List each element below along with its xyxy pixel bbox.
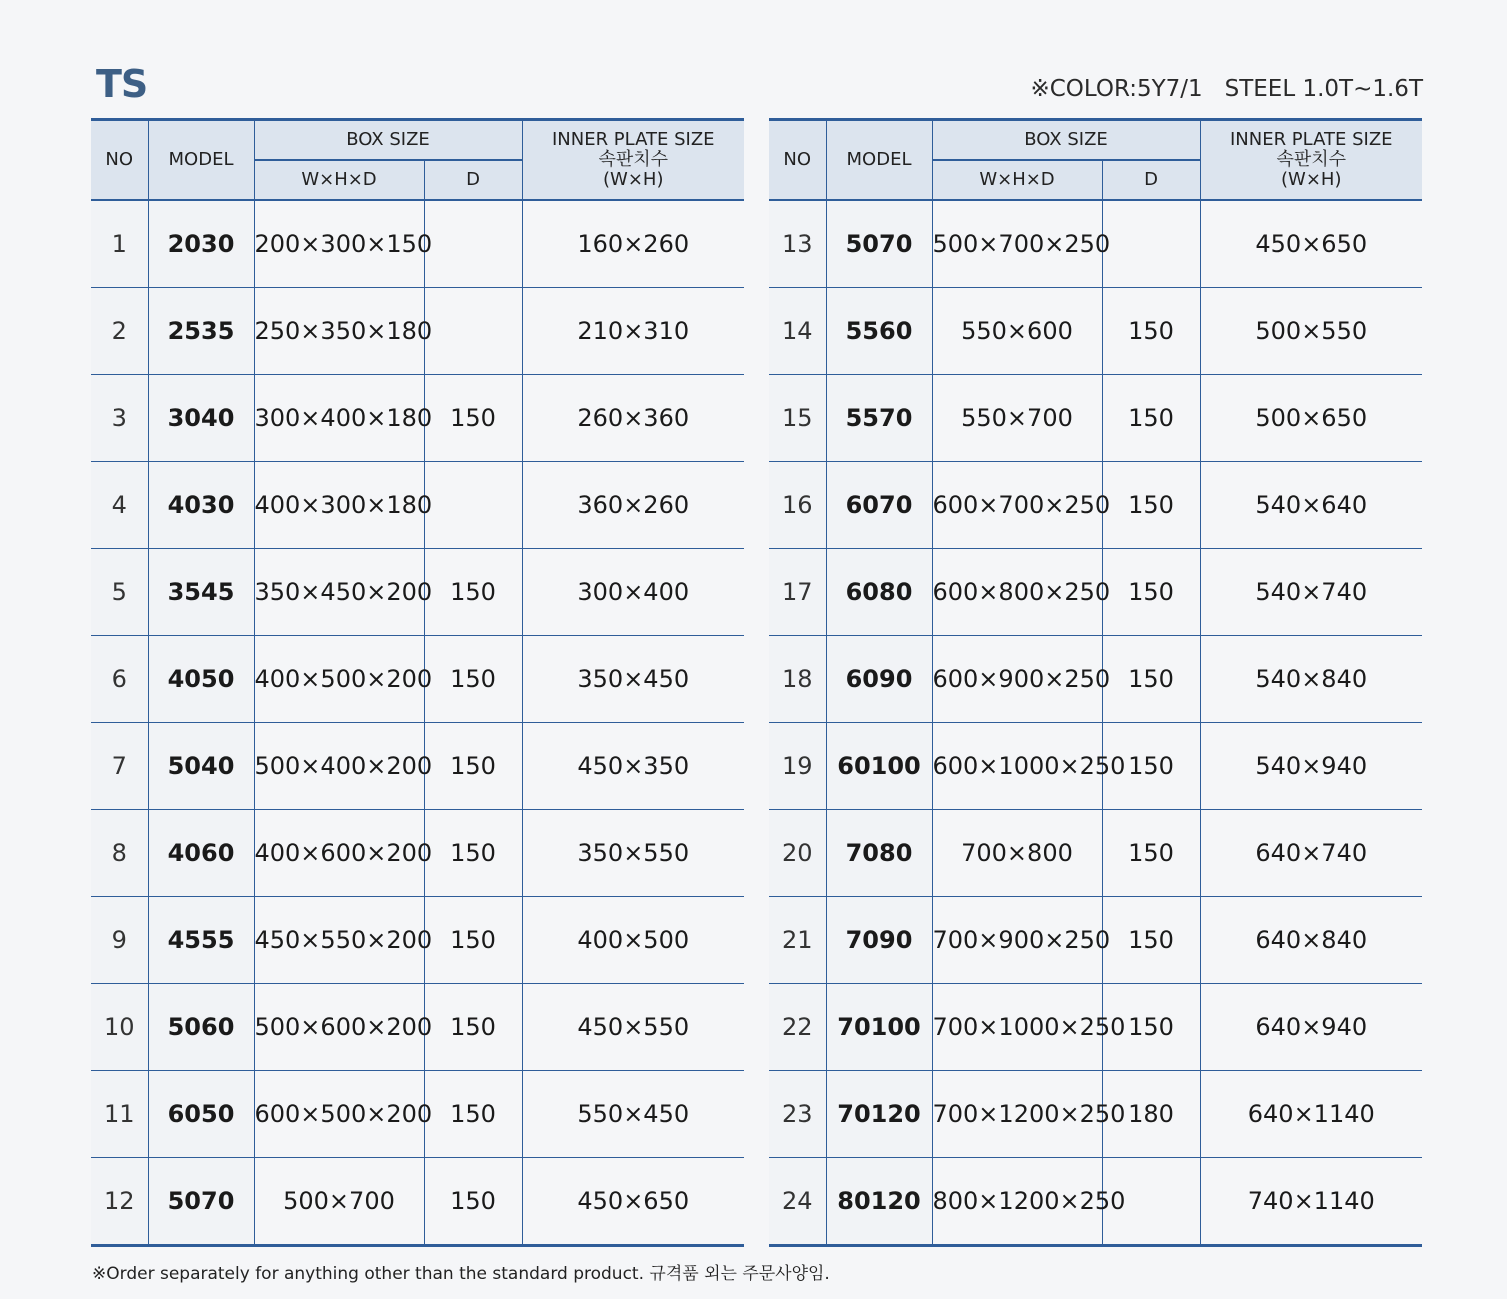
row-no: 5 <box>91 549 148 636</box>
box-d-cell: 150 <box>424 375 522 462</box>
table-row <box>769 1071 1422 1158</box>
inner-size-cell: 550×450 <box>522 1071 744 1158</box>
model-cell: 5570 <box>826 375 932 462</box>
inner-size-cell: 450×550 <box>522 984 744 1071</box>
table-row <box>769 200 1422 288</box>
box-d-cell: 150 <box>1102 549 1200 636</box>
box-d-cell: 150 <box>424 549 522 636</box>
header-inner-line1: INNER PLATE SIZE <box>551 129 715 151</box>
box-d-cell: 150 <box>1102 462 1200 549</box>
inner-size-cell: 640×740 <box>1200 810 1422 897</box>
table-row <box>769 810 1422 897</box>
table-row <box>91 1071 744 1158</box>
model-cell: 5070 <box>148 1158 254 1246</box>
row-no: 23 <box>769 1071 826 1158</box>
header-no: NO <box>91 120 148 201</box>
table-row <box>91 288 744 375</box>
header-inner-plate <box>1200 120 1422 201</box>
box-d-cell: 150 <box>424 897 522 984</box>
box-d-cell <box>424 200 522 288</box>
row-no: 22 <box>769 984 826 1071</box>
box-whd-cell: 400×600×200 <box>254 810 424 897</box>
header-inner-line2: 속판치수 <box>1276 149 1347 171</box>
model-cell: 7090 <box>826 897 932 984</box>
box-d-cell: 150 <box>1102 288 1200 375</box>
row-no: 17 <box>769 549 826 636</box>
row-no: 14 <box>769 288 826 375</box>
row-no: 19 <box>769 723 826 810</box>
box-whd-cell: 500×600×200 <box>254 984 424 1071</box>
inner-size-cell: 540×640 <box>1200 462 1422 549</box>
inner-size-cell: 540×840 <box>1200 636 1422 723</box>
inner-size-cell: 210×310 <box>522 288 744 375</box>
row-no: 6 <box>91 636 148 723</box>
header-inner-line1: INNER PLATE SIZE <box>1229 129 1393 151</box>
row-no: 20 <box>769 810 826 897</box>
box-whd-cell: 300×400×180 <box>254 375 424 462</box>
box-whd-cell: 600×700×250 <box>932 462 1102 549</box>
page-title: TS <box>96 62 148 106</box>
model-cell: 7080 <box>826 810 932 897</box>
table-row <box>91 462 744 549</box>
table-row <box>769 462 1422 549</box>
table-row <box>769 288 1422 375</box>
row-no: 21 <box>769 897 826 984</box>
inner-size-cell: 540×940 <box>1200 723 1422 810</box>
inner-size-cell: 640×1140 <box>1200 1071 1422 1158</box>
spec-table-right <box>769 118 1422 1247</box>
header-d: D <box>424 160 522 200</box>
box-d-cell: 150 <box>1102 897 1200 984</box>
model-cell: 2535 <box>148 288 254 375</box>
box-whd-cell: 550×700 <box>932 375 1102 462</box>
inner-size-cell: 540×740 <box>1200 549 1422 636</box>
table-row <box>769 1158 1422 1246</box>
header-inner-line3: (W×H) <box>603 168 664 190</box>
row-no: 1 <box>91 200 148 288</box>
model-cell: 4060 <box>148 810 254 897</box>
inner-size-cell: 350×550 <box>522 810 744 897</box>
row-no: 12 <box>91 1158 148 1246</box>
model-cell: 5560 <box>826 288 932 375</box>
model-cell: 4555 <box>148 897 254 984</box>
model-cell: 60100 <box>826 723 932 810</box>
model-cell: 4050 <box>148 636 254 723</box>
box-d-cell: 180 <box>1102 1071 1200 1158</box>
box-whd-cell: 500×400×200 <box>254 723 424 810</box>
model-cell: 3040 <box>148 375 254 462</box>
header-inner-line2: 속판치수 <box>598 149 669 171</box>
box-d-cell: 150 <box>424 723 522 810</box>
box-d-cell: 150 <box>1102 375 1200 462</box>
inner-size-cell: 350×450 <box>522 636 744 723</box>
inner-size-cell: 300×400 <box>522 549 744 636</box>
row-no: 13 <box>769 200 826 288</box>
box-d-cell: 150 <box>424 1071 522 1158</box>
box-whd-cell: 600×900×250 <box>932 636 1102 723</box>
table-row <box>769 549 1422 636</box>
table-row <box>91 1158 744 1246</box>
table-row <box>91 723 744 810</box>
inner-size-cell: 450×350 <box>522 723 744 810</box>
row-no: 16 <box>769 462 826 549</box>
footnote: ※Order separately for anything other than the standard product. 규격품 외는 주문사양임. <box>92 1264 830 1284</box>
row-no: 18 <box>769 636 826 723</box>
table-row <box>91 200 744 288</box>
row-no: 3 <box>91 375 148 462</box>
table-row <box>91 984 744 1071</box>
row-no: 8 <box>91 810 148 897</box>
box-d-cell: 150 <box>424 810 522 897</box>
inner-size-cell: 640×940 <box>1200 984 1422 1071</box>
header-model: MODEL <box>148 120 254 201</box>
model-cell: 6070 <box>826 462 932 549</box>
inner-size-cell: 740×1140 <box>1200 1158 1422 1246</box>
box-whd-cell: 500×700×250 <box>932 200 1102 288</box>
table-row <box>769 984 1422 1071</box>
header-box-size: BOX SIZE <box>254 120 522 161</box>
box-whd-cell: 550×600 <box>932 288 1102 375</box>
row-no: 2 <box>91 288 148 375</box>
table-row <box>769 723 1422 810</box>
model-cell: 6080 <box>826 549 932 636</box>
model-cell: 5060 <box>148 984 254 1071</box>
box-d-cell: 150 <box>1102 984 1200 1071</box>
model-cell: 4030 <box>148 462 254 549</box>
row-no: 11 <box>91 1071 148 1158</box>
box-whd-cell: 200×300×150 <box>254 200 424 288</box>
header-whd: W×H×D <box>254 160 424 200</box>
box-d-cell <box>1102 200 1200 288</box>
box-whd-cell: 800×1200×250 <box>932 1158 1102 1246</box>
header-model: MODEL <box>826 120 932 201</box>
box-d-cell: 150 <box>424 1158 522 1246</box>
header-d: D <box>1102 160 1200 200</box>
box-d-cell: 150 <box>424 984 522 1071</box>
header-inner-plate <box>522 120 744 201</box>
model-cell: 70120 <box>826 1071 932 1158</box>
table-row <box>769 897 1422 984</box>
header-inner-line3: (W×H) <box>1281 168 1342 190</box>
box-whd-cell: 400×500×200 <box>254 636 424 723</box>
table-row <box>91 897 744 984</box>
box-whd-cell: 400×300×180 <box>254 462 424 549</box>
model-cell: 5070 <box>826 200 932 288</box>
box-d-cell <box>424 462 522 549</box>
row-no: 9 <box>91 897 148 984</box>
box-whd-cell: 700×1200×250 <box>932 1071 1102 1158</box>
box-d-cell: 150 <box>1102 636 1200 723</box>
box-d-cell: 150 <box>1102 723 1200 810</box>
box-whd-cell: 250×350×180 <box>254 288 424 375</box>
row-no: 15 <box>769 375 826 462</box>
spec-table-left <box>91 118 744 1247</box>
box-whd-cell: 450×550×200 <box>254 897 424 984</box>
row-no: 10 <box>91 984 148 1071</box>
row-no: 24 <box>769 1158 826 1246</box>
material-spec: ※COLOR:5Y7/1 STEEL 1.0T~1.6T <box>1030 76 1423 102</box>
box-whd-cell: 600×500×200 <box>254 1071 424 1158</box>
box-whd-cell: 700×900×250 <box>932 897 1102 984</box>
inner-size-cell: 500×650 <box>1200 375 1422 462</box>
inner-size-cell: 640×840 <box>1200 897 1422 984</box>
inner-size-cell: 450×650 <box>522 1158 744 1246</box>
header-whd: W×H×D <box>932 160 1102 200</box>
inner-size-cell: 450×650 <box>1200 200 1422 288</box>
inner-size-cell: 360×260 <box>522 462 744 549</box>
table-row <box>91 636 744 723</box>
box-whd-cell: 700×1000×250 <box>932 984 1102 1071</box>
box-whd-cell: 600×1000×250 <box>932 723 1102 810</box>
table-row <box>91 375 744 462</box>
table-row <box>91 549 744 636</box>
header-box-size: BOX SIZE <box>932 120 1200 161</box>
model-cell: 3545 <box>148 549 254 636</box>
model-cell: 6090 <box>826 636 932 723</box>
table-row <box>91 810 744 897</box>
table-row <box>769 375 1422 462</box>
inner-size-cell: 160×260 <box>522 200 744 288</box>
box-whd-cell: 600×800×250 <box>932 549 1102 636</box>
box-d-cell <box>424 288 522 375</box>
model-cell: 70100 <box>826 984 932 1071</box>
inner-size-cell: 400×500 <box>522 897 744 984</box>
row-no: 7 <box>91 723 148 810</box>
box-whd-cell: 500×700 <box>254 1158 424 1246</box>
table-row <box>769 636 1422 723</box>
model-cell: 80120 <box>826 1158 932 1246</box>
box-d-cell: 150 <box>424 636 522 723</box>
box-d-cell: 150 <box>1102 810 1200 897</box>
row-no: 4 <box>91 462 148 549</box>
inner-size-cell: 500×550 <box>1200 288 1422 375</box>
header-no: NO <box>769 120 826 201</box>
inner-size-cell: 260×360 <box>522 375 744 462</box>
model-cell: 6050 <box>148 1071 254 1158</box>
model-cell: 2030 <box>148 200 254 288</box>
model-cell: 5040 <box>148 723 254 810</box>
box-whd-cell: 350×450×200 <box>254 549 424 636</box>
box-whd-cell: 700×800 <box>932 810 1102 897</box>
